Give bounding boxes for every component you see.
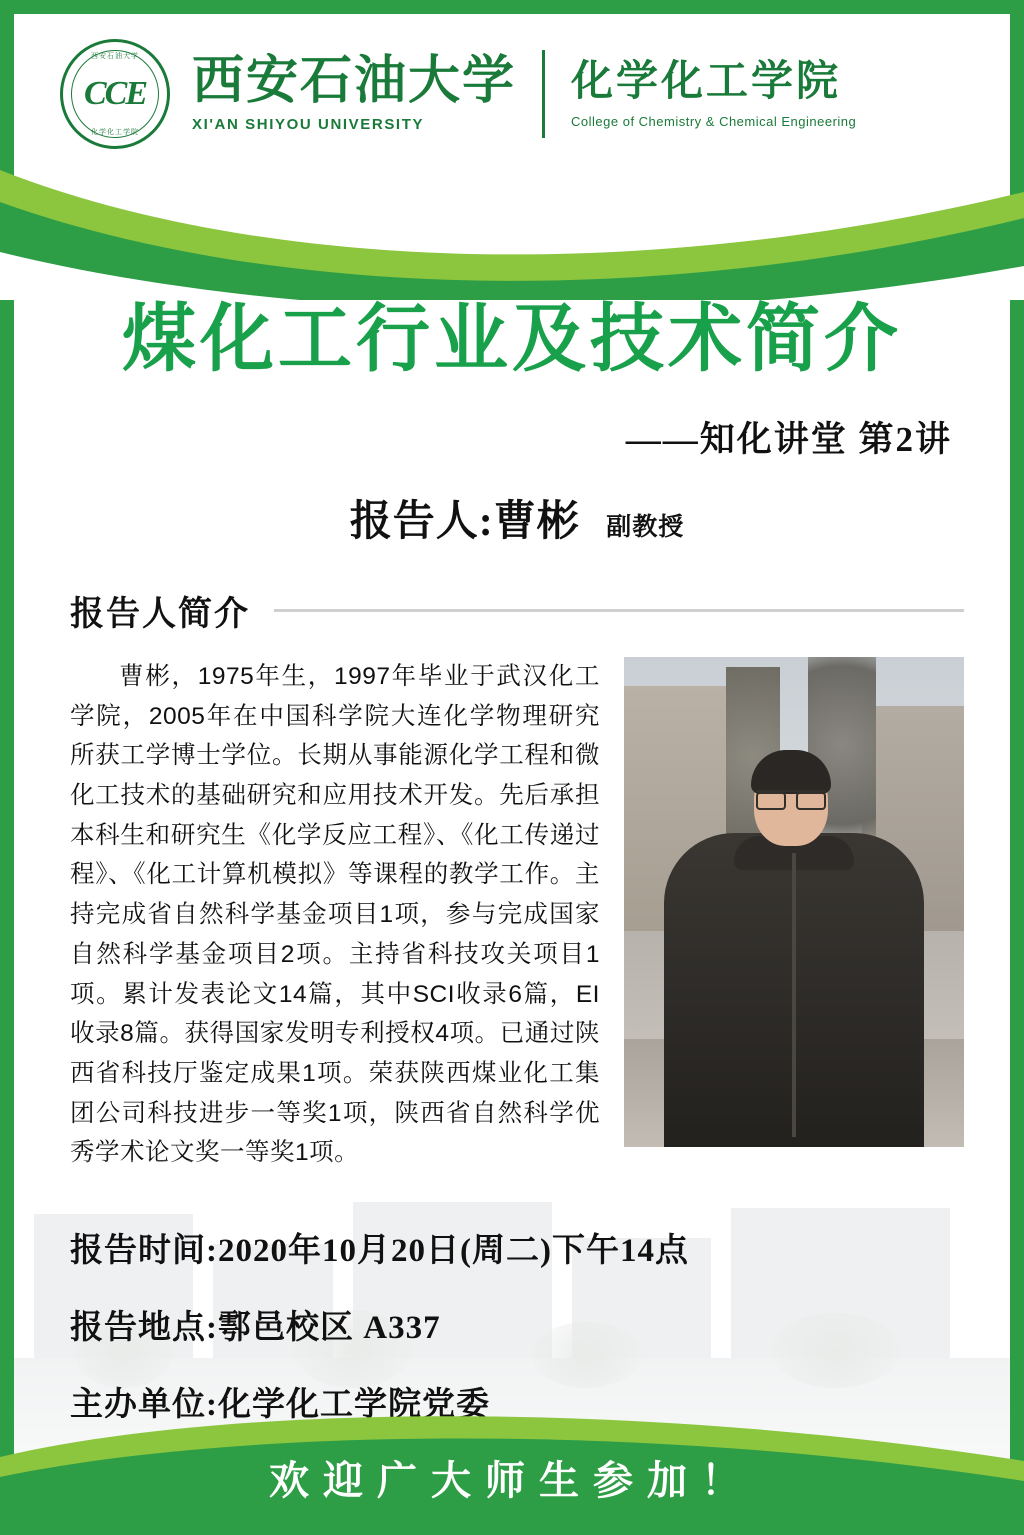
- event-organizer: 主办单位:化学化工学院党委: [70, 1387, 490, 1423]
- footer-welcome-text: 欢迎广大师生参加！: [269, 1458, 755, 1503]
- college-name-block: [571, 59, 856, 128]
- university-name-block: [192, 55, 516, 133]
- logo-ring-top-text: 西安石油大学: [91, 53, 139, 60]
- speaker-name: 报告人:曹彬: [349, 499, 580, 545]
- section-rule: [274, 609, 964, 612]
- section-title: 报告人简介: [70, 596, 250, 633]
- college-name-en: College of Chemistry & Chemical Engineering: [571, 113, 857, 129]
- photo-person-zipper: [792, 853, 796, 1137]
- university-name-cn: 西安石油大学: [192, 53, 517, 111]
- university-name-en: XI'AN SHIYOU UNIVERSITY: [192, 115, 425, 133]
- college-name-cn: 化学化工学院: [571, 59, 842, 106]
- page-title: 煤化工行业及技术简介: [122, 299, 902, 381]
- section-header-bio: [14, 586, 1010, 635]
- bio-text: 曹彬，1975年生，1997年毕业于武汉化工学院，2005年在中国科学院大连化学物理研究所获工学博士学位。长期从事能源化学工程和微化工技术的基础研究和应用技术开发。先后承担本科生和研究生《化学反应工程》、《化工传递过程》、《化工计算机模拟》等课程的教学工作。主持完成省自然科学基金项目1项，参与完成国家自然科学基金项目2项。主持省科技攻关项目1项。累计发表论文14篇，其中SCI收录6篇，EI收录8篇。获得国家发明专利授权4项。已通过陕西省科技厅鉴定成果1项。荣获陕西煤业化工集团公司科技进步一等奖1项，陕西省自然科学优秀学术论文奖一等奖1项。: [70, 663, 600, 1167]
- poster-footer: [0, 1415, 1024, 1535]
- university-logo-icon: [60, 39, 170, 149]
- header-divider: [542, 50, 545, 138]
- page-subtitle: ——知化讲堂 第2讲: [625, 420, 952, 459]
- photo-person-glasses: [756, 790, 826, 807]
- event-time: 报告时间:2020年10月20日(周二)下午14点: [70, 1233, 689, 1269]
- bio-paragraph: [70, 657, 600, 1173]
- speaker-line: [14, 488, 1010, 548]
- speaker-photo: [624, 657, 964, 1147]
- speaker-rank: 副教授: [606, 514, 685, 541]
- event-location: 报告地点:鄠邑校区 A337: [70, 1310, 441, 1346]
- frame-border-top: [0, 0, 1024, 14]
- logo-ring-bottom-text: 化学化工学院: [91, 129, 139, 136]
- logo-monogram: CCE: [83, 75, 147, 112]
- bio-section: [14, 657, 1010, 1173]
